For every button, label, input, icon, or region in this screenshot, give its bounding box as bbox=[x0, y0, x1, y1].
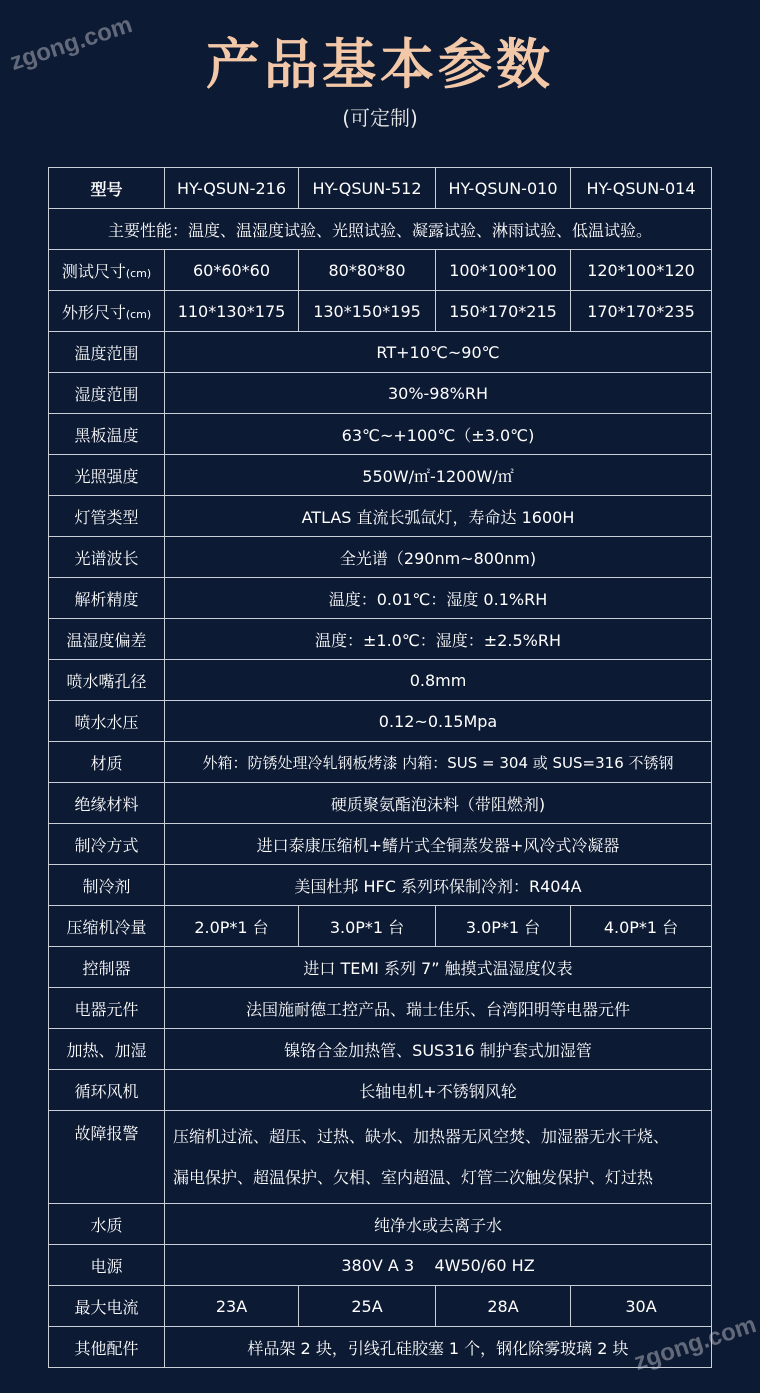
table-row bbox=[49, 1245, 712, 1286]
table-row bbox=[49, 578, 712, 619]
table-row bbox=[49, 1070, 712, 1111]
table-row bbox=[49, 824, 712, 865]
value-cell: 温度：±1.0℃：湿度：±2.5%RH bbox=[165, 619, 712, 660]
row-label: 绝缘材料 bbox=[49, 783, 165, 824]
value-cell: 进口泰康压缩机+鳍片式全铜蒸发器+风冷式冷凝器 bbox=[165, 824, 712, 865]
fault-line: 漏电保护、超温保护、欠相、室内超温、灯管二次触发保护、灯过热 bbox=[173, 1168, 654, 1187]
row-label: 黑板温度 bbox=[49, 414, 165, 455]
row-label: 电源 bbox=[49, 1245, 165, 1286]
row-label bbox=[49, 250, 165, 291]
value-cell: 镍铬合金加热管、SUS316 制护套式加湿管 bbox=[165, 1029, 712, 1070]
value-cell: 380V A 3 4W50/60 HZ bbox=[165, 1245, 712, 1286]
table-row bbox=[49, 1286, 712, 1327]
value-cell: 3.0P*1 台 bbox=[299, 906, 436, 947]
value-cell: 长轴电机+不锈钢风轮 bbox=[165, 1070, 712, 1111]
value-cell: 样品架 2 块，引线孔硅胶塞 1 个，钢化除雾玻璃 2 块 bbox=[165, 1327, 712, 1368]
value-cell: 0.12~0.15Mpa bbox=[165, 701, 712, 742]
row-label: 喷水嘴孔径 bbox=[49, 660, 165, 701]
fault-line: 压缩机过流、超压、过热、缺水、加热器无风空焚、加湿器无水干烧、 bbox=[173, 1127, 670, 1146]
unit-text: (cm) bbox=[125, 266, 152, 280]
value-cell: 30A bbox=[571, 1286, 712, 1327]
value-cell: 温度：0.01℃：湿度 0.1%RH bbox=[165, 578, 712, 619]
value-cell: RT+10℃~90℃ bbox=[165, 332, 712, 373]
row-label: 光谱波长 bbox=[49, 537, 165, 578]
value-cell: 法国施耐德工控产品、瑞士佳乐、台湾阳明等电器元件 bbox=[165, 988, 712, 1029]
value-cell: 进口 TEMI 系列 7” 触摸式温湿度仪表 bbox=[165, 947, 712, 988]
table-row bbox=[49, 496, 712, 537]
table-row bbox=[49, 742, 712, 783]
value-cell: 0.8mm bbox=[165, 660, 712, 701]
row-label: 光照强度 bbox=[49, 455, 165, 496]
value-cell: 3.0P*1 台 bbox=[436, 906, 571, 947]
table-row bbox=[49, 1111, 712, 1204]
table-row bbox=[49, 332, 712, 373]
table-row bbox=[49, 291, 712, 332]
value-cell: 110*130*175 bbox=[165, 291, 299, 332]
model-cell: HY-QSUN-014 bbox=[571, 168, 712, 209]
row-label: 喷水水压 bbox=[49, 701, 165, 742]
row-label: 最大电流 bbox=[49, 1286, 165, 1327]
page-title: 产品基本参数 bbox=[206, 33, 554, 96]
value-cell: 80*80*80 bbox=[299, 250, 436, 291]
table-row bbox=[49, 1029, 712, 1070]
model-label: 型号 bbox=[49, 168, 165, 209]
row-label: 故障报警 bbox=[49, 1111, 165, 1204]
value-cell: 纯净水或去离子水 bbox=[165, 1204, 712, 1245]
watermark: zgong.com bbox=[6, 11, 136, 76]
unit-text: (cm) bbox=[125, 307, 152, 321]
row-label-text: 测试尺寸 bbox=[61, 261, 126, 281]
value-cell: 130*150*195 bbox=[299, 291, 436, 332]
value-cell: 外箱：防锈处理冷轧钢板烤漆 内箱：SUS = 304 或 SUS=316 不锈钢 bbox=[165, 742, 712, 783]
row-label-text: 外形尺寸 bbox=[61, 302, 126, 322]
table-row bbox=[49, 988, 712, 1029]
row-label: 制冷剂 bbox=[49, 865, 165, 906]
row-label bbox=[49, 291, 165, 332]
value-cell: 120*100*120 bbox=[571, 250, 712, 291]
model-cell: HY-QSUN-512 bbox=[299, 168, 436, 209]
table-row bbox=[49, 250, 712, 291]
value-cell: 28A bbox=[436, 1286, 571, 1327]
value-cell: 63℃~+100℃（±3.0℃) bbox=[165, 414, 712, 455]
row-label: 循环风机 bbox=[49, 1070, 165, 1111]
table-row bbox=[49, 209, 712, 250]
value-cell: 全光谱（290nm~800nm) bbox=[165, 537, 712, 578]
row-label: 制冷方式 bbox=[49, 824, 165, 865]
value-cell: 硬质聚氨酯泡沫料（带阻燃剂) bbox=[165, 783, 712, 824]
row-label: 其他配件 bbox=[49, 1327, 165, 1368]
value-cell: 170*170*235 bbox=[571, 291, 712, 332]
row-label: 解析精度 bbox=[49, 578, 165, 619]
value-cell: 23A bbox=[165, 1286, 299, 1327]
table-row bbox=[49, 701, 712, 742]
row-label: 水质 bbox=[49, 1204, 165, 1245]
table-row bbox=[49, 660, 712, 701]
row-label: 压缩机冷量 bbox=[49, 906, 165, 947]
page-subtitle: (可定制) bbox=[342, 106, 418, 130]
table-row bbox=[49, 619, 712, 660]
row-label: 电器元件 bbox=[49, 988, 165, 1029]
table-row bbox=[49, 1327, 712, 1368]
main-performance: 主要性能：温度、温湿度试验、光照试验、凝露试验、淋雨试验、低温试验。 bbox=[49, 209, 712, 250]
spec-table bbox=[48, 167, 712, 1368]
model-cell: HY-QSUN-216 bbox=[165, 168, 299, 209]
value-cell: 60*60*60 bbox=[165, 250, 299, 291]
value-cell: 150*170*215 bbox=[436, 291, 571, 332]
fault-cell bbox=[165, 1111, 712, 1204]
value-cell: 100*100*100 bbox=[436, 250, 571, 291]
value-cell: ATLAS 直流长弧氙灯，寿命达 1600H bbox=[165, 496, 712, 537]
table-row bbox=[49, 455, 712, 496]
row-label: 加热、加湿 bbox=[49, 1029, 165, 1070]
table-row bbox=[49, 947, 712, 988]
value-cell: 美国杜邦 HFC 系列环保制冷剂：R404A bbox=[165, 865, 712, 906]
value-cell: 25A bbox=[299, 1286, 436, 1327]
table-row bbox=[49, 1204, 712, 1245]
row-label: 材质 bbox=[49, 742, 165, 783]
table-row bbox=[49, 783, 712, 824]
watermark: zgong.com bbox=[630, 1311, 760, 1376]
row-label: 温度范围 bbox=[49, 332, 165, 373]
row-label: 温湿度偏差 bbox=[49, 619, 165, 660]
row-label: 灯管类型 bbox=[49, 496, 165, 537]
value-cell: 2.0P*1 台 bbox=[165, 906, 299, 947]
table-row bbox=[49, 168, 712, 209]
table-row bbox=[49, 414, 712, 455]
table-row bbox=[49, 865, 712, 906]
row-label: 控制器 bbox=[49, 947, 165, 988]
row-label: 湿度范围 bbox=[49, 373, 165, 414]
table-row bbox=[49, 537, 712, 578]
table-row bbox=[49, 906, 712, 947]
value-cell: 4.0P*1 台 bbox=[571, 906, 712, 947]
model-cell: HY-QSUN-010 bbox=[436, 168, 571, 209]
value-cell: 550W/㎡-1200W/㎡ bbox=[165, 455, 712, 496]
table-row bbox=[49, 373, 712, 414]
value-cell: 30%-98%RH bbox=[165, 373, 712, 414]
